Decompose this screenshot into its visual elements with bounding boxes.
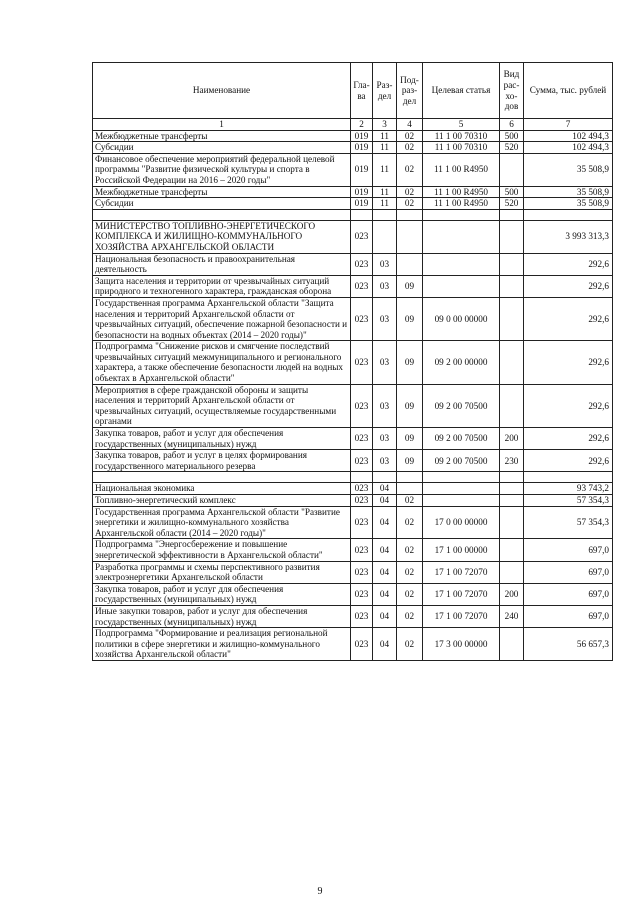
row-name: Подпрограмма "Энергосбережение и повышение энергетической эффективности в Архангельской области": [93, 539, 351, 561]
row-expense-type: [500, 341, 524, 384]
row-target-article: [423, 275, 500, 297]
row-glava: 019: [351, 198, 373, 210]
row-amount: 93 743,2: [524, 483, 613, 495]
row-name: Иные закупки товаров, работ и услуг для обеспечения государственных (муниципальных) нужд: [93, 605, 351, 627]
row-razdel: 03: [373, 297, 397, 340]
row-expense-type: [500, 297, 524, 340]
row-glava: 023: [351, 220, 373, 253]
row-podrazdel: 09: [397, 297, 423, 340]
row-glava: 023: [351, 297, 373, 340]
row-amount: 292,6: [524, 450, 613, 472]
row-podrazdel: 09: [397, 384, 423, 427]
row-amount: 697,0: [524, 539, 613, 561]
row-podrazdel: 02: [397, 561, 423, 583]
row-amount: 57 354,3: [524, 495, 613, 507]
row-expense-type: [500, 495, 524, 507]
row-razdel: 03: [373, 275, 397, 297]
header-glava: Гла-ва: [351, 63, 373, 119]
row-podrazdel: 09: [397, 450, 423, 472]
row-expense-type: 520: [500, 142, 524, 154]
row-razdel: 11: [373, 142, 397, 154]
row-target-article: 17 1 00 72070: [423, 561, 500, 583]
spacer-cell: [373, 472, 397, 483]
row-amount: 3 993 313,3: [524, 220, 613, 253]
row-podrazdel: 02: [397, 506, 423, 539]
row-glava: 023: [351, 341, 373, 384]
row-target-article: 09 2 00 70500: [423, 428, 500, 450]
table-row: [93, 153, 613, 186]
row-razdel: 03: [373, 253, 397, 275]
row-glava: 023: [351, 605, 373, 627]
row-podrazdel: 02: [397, 628, 423, 661]
row-glava: 023: [351, 561, 373, 583]
spacer-cell: [500, 472, 524, 483]
row-expense-type: 200: [500, 428, 524, 450]
row-amount: 697,0: [524, 605, 613, 627]
table-row: [93, 186, 613, 198]
row-expense-type: [500, 561, 524, 583]
table-row: [93, 253, 613, 275]
row-razdel: 04: [373, 583, 397, 605]
row-podrazdel: [397, 483, 423, 495]
row-target-article: 17 0 00 00000: [423, 506, 500, 539]
row-amount: 35 508,9: [524, 153, 613, 186]
row-name: Защита населения и территории от чрезвычайных ситуаций природного и техногенного характера, гражданская оборона: [93, 275, 351, 297]
row-podrazdel: [397, 220, 423, 253]
row-target-article: 11 1 00 R4950: [423, 198, 500, 210]
row-amount: 292,6: [524, 253, 613, 275]
row-podrazdel: 09: [397, 275, 423, 297]
column-index: 4: [397, 119, 423, 131]
row-razdel: 03: [373, 341, 397, 384]
row-glava: 023: [351, 450, 373, 472]
row-expense-type: 240: [500, 605, 524, 627]
spacer-cell: [524, 209, 613, 220]
row-expense-type: [500, 275, 524, 297]
row-amount: 292,6: [524, 428, 613, 450]
row-razdel: 04: [373, 628, 397, 661]
table-row: [93, 384, 613, 427]
column-index-row: [93, 119, 613, 131]
row-name: МИНИСТЕРСТВО ТОПЛИВНО-ЭНЕРГЕТИЧЕСКОГО КОМПЛЕКСА И ЖИЛИЩНО-КОММУНАЛЬНОГО ХОЗЯЙСТВА АРХАНГЕЛЬСКОЙ ОБЛАСТИ: [93, 220, 351, 253]
row-expense-type: [500, 253, 524, 275]
row-expense-type: [500, 153, 524, 186]
table-row: [93, 450, 613, 472]
row-name: Межбюджетные трансферты: [93, 186, 351, 198]
spacer-cell: [93, 472, 351, 483]
row-name: Подпрограмма "Формирование и реализация региональной политики в сфере энергетики и жилищно-коммунального хозяйства Архангельской области": [93, 628, 351, 661]
table-row: [93, 605, 613, 627]
table-row: [93, 561, 613, 583]
row-razdel: 04: [373, 483, 397, 495]
row-glava: 023: [351, 384, 373, 427]
row-name: Национальная безопасность и правоохранительная деятельность: [93, 253, 351, 275]
row-name: Разработка программы и схемы перспективного развития электроэнергетики Архангельской области: [93, 561, 351, 583]
table-row: [93, 583, 613, 605]
table-row: [93, 297, 613, 340]
row-name: Закупка товаров, работ и услуг для обеспечения государственных (муниципальных) нужд: [93, 583, 351, 605]
row-target-article: 17 1 00 72070: [423, 583, 500, 605]
header-target: Целевая статья: [423, 63, 500, 119]
row-target-article: 11 1 00 R4950: [423, 186, 500, 198]
row-podrazdel: 02: [397, 142, 423, 154]
column-index: 3: [373, 119, 397, 131]
table-row: [93, 198, 613, 210]
row-glava: 023: [351, 428, 373, 450]
row-glava: 023: [351, 539, 373, 561]
row-razdel: 04: [373, 605, 397, 627]
spacer-row: [93, 472, 613, 483]
row-name: Закупка товаров, работ и услуг для обеспечения государственных (муниципальных) нужд: [93, 428, 351, 450]
header-row: [93, 63, 613, 119]
row-name: Мероприятия в сфере гражданской обороны и защиты населения и территорий Архангельской области от чрезвычайных ситуаций, осуществляемые государственными органами: [93, 384, 351, 427]
row-target-article: [423, 483, 500, 495]
column-index: 1: [93, 119, 351, 131]
page-number: 9: [317, 886, 323, 897]
row-podrazdel: [397, 253, 423, 275]
row-razdel: 11: [373, 153, 397, 186]
table-row: [93, 275, 613, 297]
table-row: [93, 341, 613, 384]
row-amount: 56 657,3: [524, 628, 613, 661]
row-razdel: 04: [373, 495, 397, 507]
spacer-cell: [500, 209, 524, 220]
spacer-cell: [397, 472, 423, 483]
row-amount: 35 508,9: [524, 198, 613, 210]
row-amount: 292,6: [524, 297, 613, 340]
row-amount: 292,6: [524, 275, 613, 297]
row-target-article: [423, 220, 500, 253]
row-amount: 292,6: [524, 384, 613, 427]
row-expense-type: [500, 539, 524, 561]
spacer-cell: [373, 209, 397, 220]
table-row: [93, 539, 613, 561]
row-razdel: [373, 220, 397, 253]
spacer-cell: [423, 472, 500, 483]
table-row: [93, 142, 613, 154]
table-body: [93, 130, 613, 660]
spacer-cell: [524, 472, 613, 483]
row-name: Финансовое обеспечение мероприятий федеральной целевой программы "Развитие физической культуры и спорта в Российской Федерации на 2016 – 2020 годы": [93, 153, 351, 186]
row-name: Субсидии: [93, 142, 351, 154]
row-target-article: 17 3 00 00000: [423, 628, 500, 661]
header-name: Наименование: [93, 63, 351, 119]
column-index: 6: [500, 119, 524, 131]
row-name: Подпрограмма "Снижение рисков и смягчение последствий чрезвычайных ситуаций межмуниципального и регионального характера, а также обеспечение безопасности людей на водных объектах в Архангельской области": [93, 341, 351, 384]
row-razdel: 04: [373, 506, 397, 539]
spacer-cell: [351, 472, 373, 483]
spacer-row: [93, 209, 613, 220]
table-row: [93, 628, 613, 661]
table-row: [93, 130, 613, 142]
row-glava: 023: [351, 495, 373, 507]
row-glava: 023: [351, 506, 373, 539]
row-name: Межбюджетные трансферты: [93, 130, 351, 142]
row-razdel: 03: [373, 384, 397, 427]
column-index: 2: [351, 119, 373, 131]
row-amount: 292,6: [524, 341, 613, 384]
row-glava: 023: [351, 628, 373, 661]
row-name: Национальная экономика: [93, 483, 351, 495]
row-expense-type: 500: [500, 186, 524, 198]
row-expense-type: 520: [500, 198, 524, 210]
budget-table: [92, 62, 613, 661]
table-row: [93, 483, 613, 495]
table-row: [93, 220, 613, 253]
row-name: Субсидии: [93, 198, 351, 210]
row-podrazdel: 02: [397, 605, 423, 627]
row-target-article: 11 1 00 70310: [423, 130, 500, 142]
row-podrazdel: 02: [397, 198, 423, 210]
row-glava: 019: [351, 186, 373, 198]
table-row: [93, 495, 613, 507]
row-podrazdel: 02: [397, 153, 423, 186]
row-name: Закупка товаров, работ и услуг в целях формирования государственного материального резерва: [93, 450, 351, 472]
row-name: Топливно-энергетический комплекс: [93, 495, 351, 507]
spacer-cell: [93, 209, 351, 220]
row-razdel: 11: [373, 186, 397, 198]
row-podrazdel: 09: [397, 341, 423, 384]
row-target-article: [423, 253, 500, 275]
row-expense-type: [500, 483, 524, 495]
row-name: Государственная программа Архангельской области "Защита населения и территорий Архангельской области от чрезвычайных ситуаций, обеспечение пожарной безопасности и безопасности на водных объектах (2014 – 2020 годы)": [93, 297, 351, 340]
row-target-article: 09 0 00 00000: [423, 297, 500, 340]
row-name: Государственная программа Архангельской области "Развитие энергетики и жилищно-коммунального хозяйства Архангельской области (2014 – 2020 годы)": [93, 506, 351, 539]
row-glava: 023: [351, 483, 373, 495]
header-vid: Вид рас-хо-дов: [500, 63, 524, 119]
row-glava: 019: [351, 153, 373, 186]
row-glava: 023: [351, 583, 373, 605]
row-expense-type: [500, 220, 524, 253]
row-glava: 023: [351, 253, 373, 275]
row-expense-type: [500, 384, 524, 427]
column-index: 7: [524, 119, 613, 131]
row-podrazdel: 02: [397, 186, 423, 198]
spacer-cell: [423, 209, 500, 220]
header-sum: Сумма, тыс. рублей: [524, 63, 613, 119]
row-razdel: 04: [373, 561, 397, 583]
row-expense-type: 500: [500, 130, 524, 142]
row-target-article: 11 1 00 70310: [423, 142, 500, 154]
row-razdel: 04: [373, 539, 397, 561]
row-expense-type: 230: [500, 450, 524, 472]
row-amount: 102 494,3: [524, 130, 613, 142]
row-target-article: 17 1 00 00000: [423, 539, 500, 561]
row-podrazdel: 02: [397, 495, 423, 507]
header-razdel: Раз-дел: [373, 63, 397, 119]
row-target-article: 09 2 00 70500: [423, 450, 500, 472]
row-amount: 697,0: [524, 561, 613, 583]
row-target-article: 09 2 00 00000: [423, 341, 500, 384]
table-row: [93, 428, 613, 450]
spacer-cell: [397, 209, 423, 220]
row-podrazdel: 02: [397, 539, 423, 561]
row-target-article: 17 1 00 72070: [423, 605, 500, 627]
row-glava: 023: [351, 275, 373, 297]
header-podrazdel: Под-раз-дел: [397, 63, 423, 119]
row-podrazdel: 02: [397, 130, 423, 142]
row-amount: 697,0: [524, 583, 613, 605]
table-row: [93, 506, 613, 539]
row-target-article: 11 1 00 R4950: [423, 153, 500, 186]
row-glava: 019: [351, 130, 373, 142]
row-amount: 57 354,3: [524, 506, 613, 539]
row-podrazdel: 02: [397, 583, 423, 605]
row-target-article: [423, 495, 500, 507]
row-razdel: 11: [373, 198, 397, 210]
row-razdel: 11: [373, 130, 397, 142]
row-razdel: 03: [373, 428, 397, 450]
row-expense-type: 200: [500, 583, 524, 605]
row-target-article: 09 2 00 70500: [423, 384, 500, 427]
spacer-cell: [351, 209, 373, 220]
row-amount: 102 494,3: [524, 142, 613, 154]
row-expense-type: [500, 506, 524, 539]
row-podrazdel: 09: [397, 428, 423, 450]
row-amount: 35 508,9: [524, 186, 613, 198]
row-razdel: 03: [373, 450, 397, 472]
row-expense-type: [500, 628, 524, 661]
row-glava: 019: [351, 142, 373, 154]
column-index: 5: [423, 119, 500, 131]
